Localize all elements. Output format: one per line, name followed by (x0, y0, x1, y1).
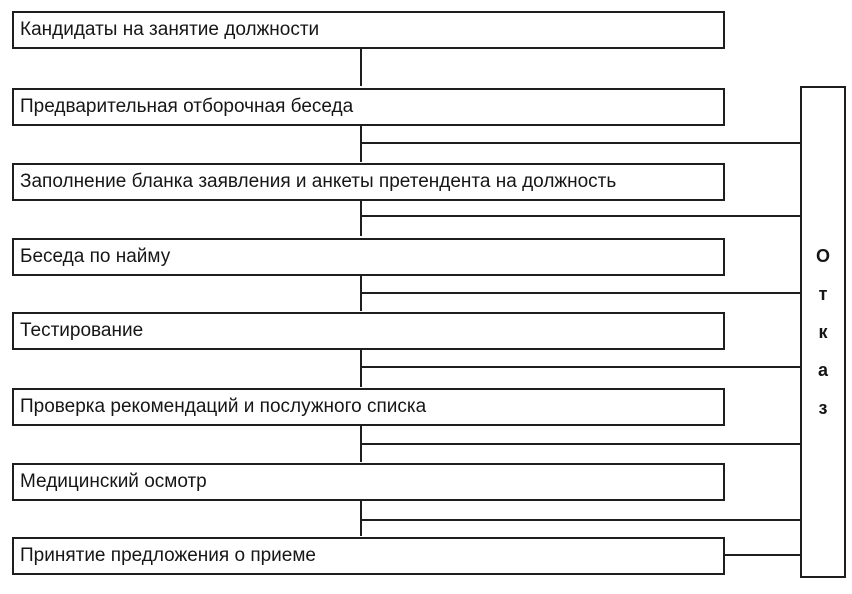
step-preliminary-interview: Предварительная отборочная беседа (12, 88, 725, 126)
step-medical-exam: Медицинский осмотр (12, 463, 725, 501)
reject-letter: к (818, 322, 828, 342)
step-reference-check: Проверка рекомендаций и послужного списка (12, 388, 725, 426)
step-application-form: Заполнение бланка заявления и анкеты претендента на должность (12, 163, 725, 201)
reject-letter: т (818, 284, 828, 304)
step-testing: Тестирование (12, 312, 725, 350)
step-offer-acceptance: Принятие предложения о приеме (12, 537, 725, 575)
reject-letter: з (818, 398, 828, 418)
reject-letter: О (815, 246, 830, 266)
step-hiring-interview: Беседа по найму (12, 238, 725, 276)
reject-letter: а (817, 360, 828, 380)
step-candidates: Кандидаты на занятие должности (12, 11, 725, 49)
reject-box (800, 86, 846, 578)
